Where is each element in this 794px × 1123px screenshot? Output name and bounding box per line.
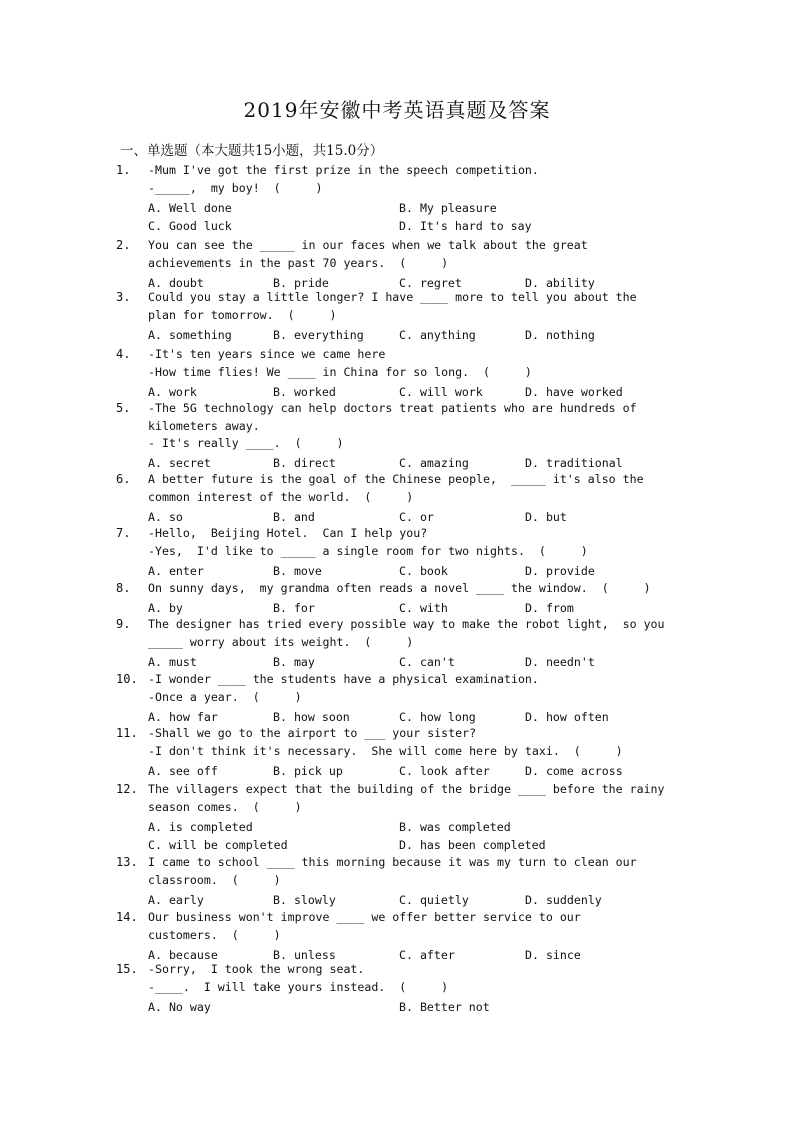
answer-option-a: A. work	[148, 384, 197, 399]
question-text-line: On sunny days, my grandma often reads a novel ____ the window. ( )	[148, 581, 651, 595]
answer-option-a: A. early	[148, 892, 204, 907]
answer-option-a: A. so	[148, 509, 183, 524]
question-text-line: I came to school ____ this morning because it was my turn to clean our	[148, 855, 637, 869]
question-text-line: _____ worry about its weight. ( )	[148, 634, 414, 649]
answer-option-b: B. pride	[273, 275, 329, 290]
question-text-line: -Sorry, I took the wrong seat.	[148, 962, 365, 976]
question-text-line: -How time flies! We ____ in China for so long. ( )	[148, 364, 532, 379]
question-text-line: -Once a year. ( )	[148, 689, 302, 704]
question-text-line: plan for tomorrow. ( )	[148, 307, 337, 322]
question-text-line: -Yes, I'd like to _____ a single room for two nights. ( )	[148, 543, 588, 558]
answer-option-a: A. because	[148, 947, 218, 962]
answer-option-d: D. provide	[525, 563, 595, 578]
question-text-line: You can see the _____ in our faces when we talk about the great	[148, 238, 588, 252]
answer-option-d: D. since	[525, 947, 581, 962]
question-text-line: -I don't think it's necessary. She will come here by taxi. ( )	[148, 743, 623, 758]
answer-option-d: D. but	[525, 509, 567, 524]
answer-option-a: A. by	[148, 601, 183, 615]
question-number: 15.	[116, 962, 138, 976]
answer-option-a: A. see off	[148, 763, 218, 778]
question-text-line: The villagers expect that the building of the bridge ____ before the rainy	[148, 782, 665, 796]
answer-option-a: A. must	[148, 654, 197, 669]
answer-option-c: C. book	[399, 563, 448, 578]
answer-option-c: C. will be completed	[148, 838, 288, 852]
question-number: 8.	[116, 581, 131, 595]
question-text-line: common interest of the world. ( )	[148, 489, 414, 504]
question-number: 9.	[116, 617, 131, 631]
answer-option-c: C. with	[399, 601, 448, 615]
question-number: 7.	[116, 526, 131, 540]
question-number: 2.	[116, 238, 131, 252]
answer-option-d: D. from	[525, 601, 574, 615]
answer-option-b: B. slowly	[273, 892, 336, 907]
question-text-line: The designer has tried every possible way to make the robot light, so you	[148, 617, 665, 631]
answer-option-b: B. everything	[273, 327, 364, 342]
question-text-line: -____. I will take yours instead. ( )	[148, 979, 449, 994]
answer-option-b: B. Better not	[399, 999, 490, 1014]
answer-option-a: A. something	[148, 327, 232, 342]
answer-option-d: D. ability	[525, 275, 595, 290]
question-text-line: classroom. ( )	[148, 872, 281, 887]
question-text-line: -It's ten years since we came here	[148, 347, 386, 361]
question-number: 12.	[116, 782, 138, 796]
answer-option-d: D. It's hard to say	[399, 219, 532, 233]
question-number: 6.	[116, 472, 131, 486]
question-number: 3.	[116, 290, 131, 304]
answer-option-b: B. unless	[273, 947, 336, 962]
answer-option-c: C. or	[399, 509, 434, 524]
answer-option-c: C. quietly	[399, 892, 469, 907]
answer-option-c: C. how long	[399, 709, 476, 724]
answer-option-d: D. nothing	[525, 327, 595, 342]
question-number: 10.	[116, 672, 138, 686]
answer-option-c: C. Good luck	[148, 219, 232, 233]
question-text-line: Our business won't improve ____ we offer better service to our	[148, 910, 581, 924]
question-text-line: -Shall we go to the airport to ___ your sister?	[148, 726, 477, 740]
question-text-line: - It's really ____. ( )	[148, 436, 344, 450]
answer-option-a: A. No way	[148, 999, 211, 1014]
question-number: 4.	[116, 347, 131, 361]
answer-option-a: A. Well done	[148, 200, 232, 215]
answer-option-b: B. pick up	[273, 763, 343, 778]
answer-option-a: A. secret	[148, 456, 211, 470]
answer-option-a: A. enter	[148, 563, 204, 578]
answer-option-d: D. how often	[525, 709, 609, 724]
answer-option-c: C. anything	[399, 327, 476, 342]
answer-option-d: D. traditional	[525, 456, 623, 470]
question-text-line: achievements in the past 70 years. ( )	[148, 255, 449, 270]
answer-option-b: B. direct	[273, 456, 336, 470]
answer-option-d: D. needn't	[525, 654, 595, 669]
answer-option-b: B. was completed	[399, 819, 511, 834]
question-text-line: -I wonder ____ the students have a physical examination.	[148, 672, 539, 686]
question-text-line: -The 5G technology can help doctors treat patients who are hundreds of	[148, 401, 637, 415]
answer-option-a: A. how far	[148, 709, 218, 724]
answer-option-b: B. may	[273, 654, 315, 669]
section-heading: 一、单选题（本大题共15小题，共15.0分）	[120, 143, 384, 159]
question-text-line: kilometers away.	[148, 418, 260, 433]
question-text-line: Could you stay a little longer? I have ____ more to tell you about the	[148, 290, 637, 304]
answer-option-b: B. how soon	[273, 709, 350, 724]
answer-option-c: C. amazing	[399, 456, 469, 470]
answer-option-a: A. doubt	[148, 275, 204, 290]
answer-option-a: A. is completed	[148, 819, 253, 834]
question-text-line: customers. ( )	[148, 927, 281, 942]
answer-option-b: B. and	[273, 509, 315, 524]
answer-option-c: C. can't	[399, 654, 455, 669]
answer-option-c: C. after	[399, 947, 455, 962]
question-number: 1.	[116, 163, 131, 177]
question-text-line: -Hello, Beijing Hotel. Can I help you?	[148, 526, 428, 540]
question-text-line: season comes. ( )	[148, 799, 302, 814]
answer-option-d: D. come across	[525, 763, 623, 778]
answer-option-d: D. has been completed	[399, 838, 546, 852]
answer-option-d: D. suddenly	[525, 892, 602, 907]
question-number: 5.	[116, 401, 131, 415]
answer-option-b: B. My pleasure	[399, 200, 497, 215]
page-title: 2019年安徽中考英语真题及答案	[243, 98, 551, 122]
answer-option-d: D. have worked	[525, 384, 623, 399]
answer-option-c: C. will work	[399, 384, 483, 399]
answer-option-b: B. for	[273, 601, 315, 615]
question-text-line: A better future is the goal of the Chinese people, _____ it's also the	[148, 472, 644, 486]
question-text-line: -_____, my boy! ( )	[148, 180, 323, 195]
question-number: 14.	[116, 910, 138, 924]
answer-option-b: B. worked	[273, 384, 336, 399]
question-text-line: -Mum I've got the first prize in the speech competition.	[148, 163, 539, 177]
question-number: 13.	[116, 855, 138, 869]
question-number: 11.	[116, 726, 138, 740]
answer-option-c: C. look after	[399, 763, 490, 778]
answer-option-c: C. regret	[399, 275, 462, 290]
answer-option-b: B. move	[273, 563, 322, 578]
